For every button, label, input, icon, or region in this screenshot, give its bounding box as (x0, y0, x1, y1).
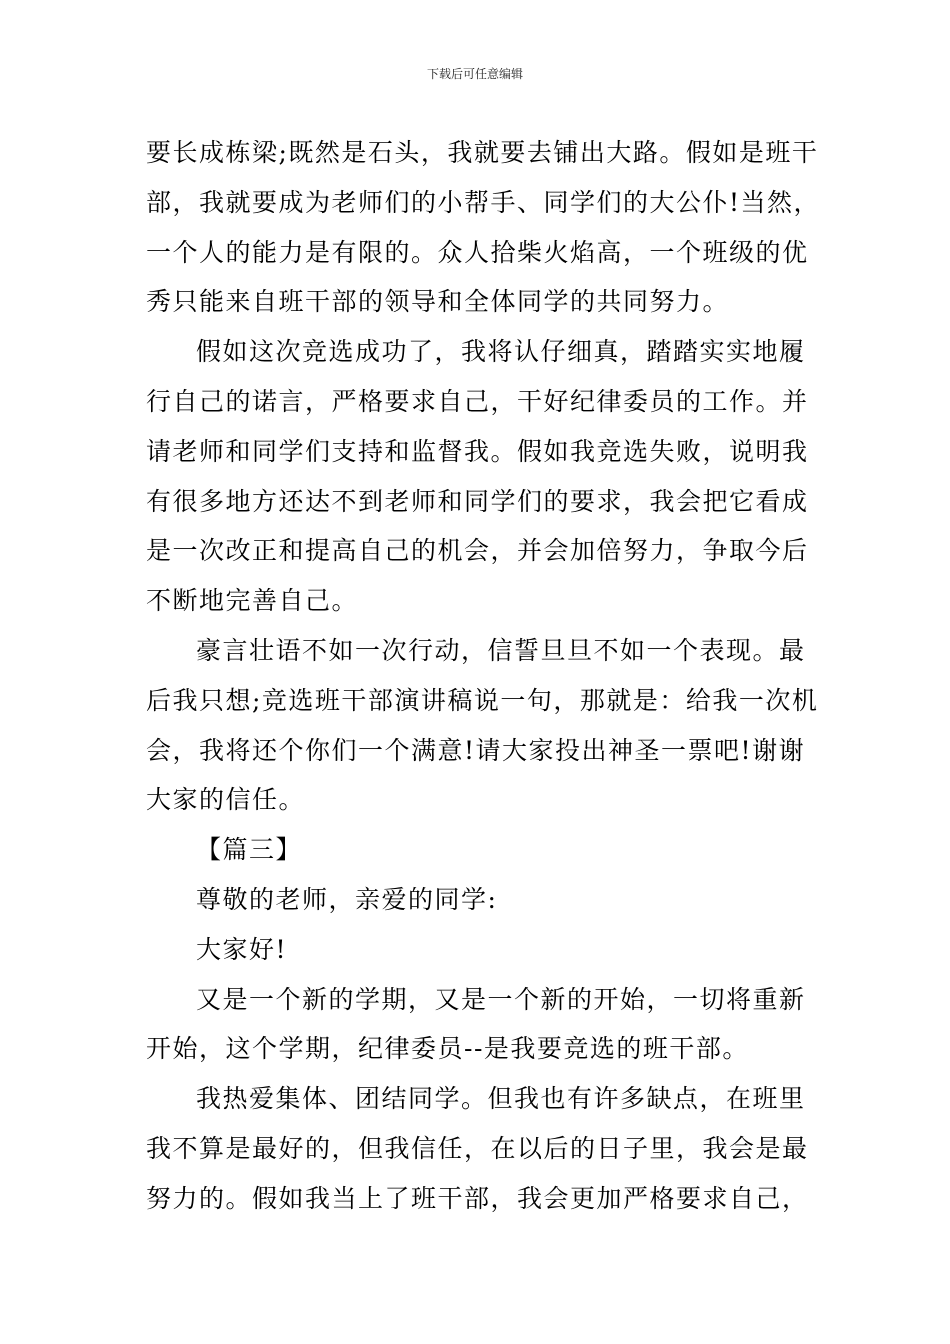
text-line: 假如这次竞选成功了，我将认仔细真，踏踏实实地履 (196, 337, 806, 367)
text-line: 是一次改正和提高自己的机会，并会加倍努力，争取今后 (146, 536, 809, 566)
text-line: 要长成栋梁;既然是石头，我就要去铺出大路。假如是班干 (146, 138, 819, 167)
text-line: 会，我将还个你们一个满意!请大家投出神圣一票吧!谢谢 (146, 735, 806, 765)
greeting: 大家好! (196, 934, 288, 964)
text-line: 又是一个新的学期，又是一个新的开始，一切将重新 (196, 984, 806, 1014)
page-header: 下载后可任意编辑 (426, 67, 523, 81)
text-line: 有很多地方还达不到老师和同学们的要求，我会把它看成 (146, 486, 809, 516)
text-line: 秀只能来自班干部的领导和全体同学的共同努力。 (146, 287, 730, 317)
text-line: 后我只想;竞选班干部演讲稿说一句，那就是：给我一次机 (146, 685, 819, 715)
text-line: 我热爱集体、团结同学。但我也有许多缺点，在班里 (196, 1084, 806, 1114)
text-line: 不断地完善自己。 (146, 586, 359, 616)
salutation: 尊敬的老师，亲爱的同学: (196, 884, 498, 914)
text-line: 部，我就要成为老师们的小帮手、同学们的大公仆!当然， (146, 187, 821, 217)
section-heading: 【篇三】 (196, 835, 303, 865)
text-line: 一个人的能力是有限的。众人拾柴火焰高，一个班级的优 (146, 237, 809, 267)
document-body (146, 128, 821, 1224)
text-line: 豪言壮语不如一次行动，信誓旦旦不如一个表现。最 (196, 635, 806, 665)
text-line: 我不算是最好的，但我信任，在以后的日子里，我会是最 (146, 1133, 809, 1163)
text-line: 行自己的诺言，严格要求自己，干好纪律委员的工作。并 (146, 386, 809, 416)
text-line: 开始，这个学期，纪律委员--是我要竞选的班干部。 (146, 1034, 749, 1064)
text-line: 请老师和同学们支持和监督我。假如我竞选失败，说明我 (146, 436, 809, 466)
text-line: 努力的。假如我当上了班干部，我会更加严格要求自己， (146, 1183, 809, 1213)
text-line: 大家的信任。 (146, 785, 306, 815)
